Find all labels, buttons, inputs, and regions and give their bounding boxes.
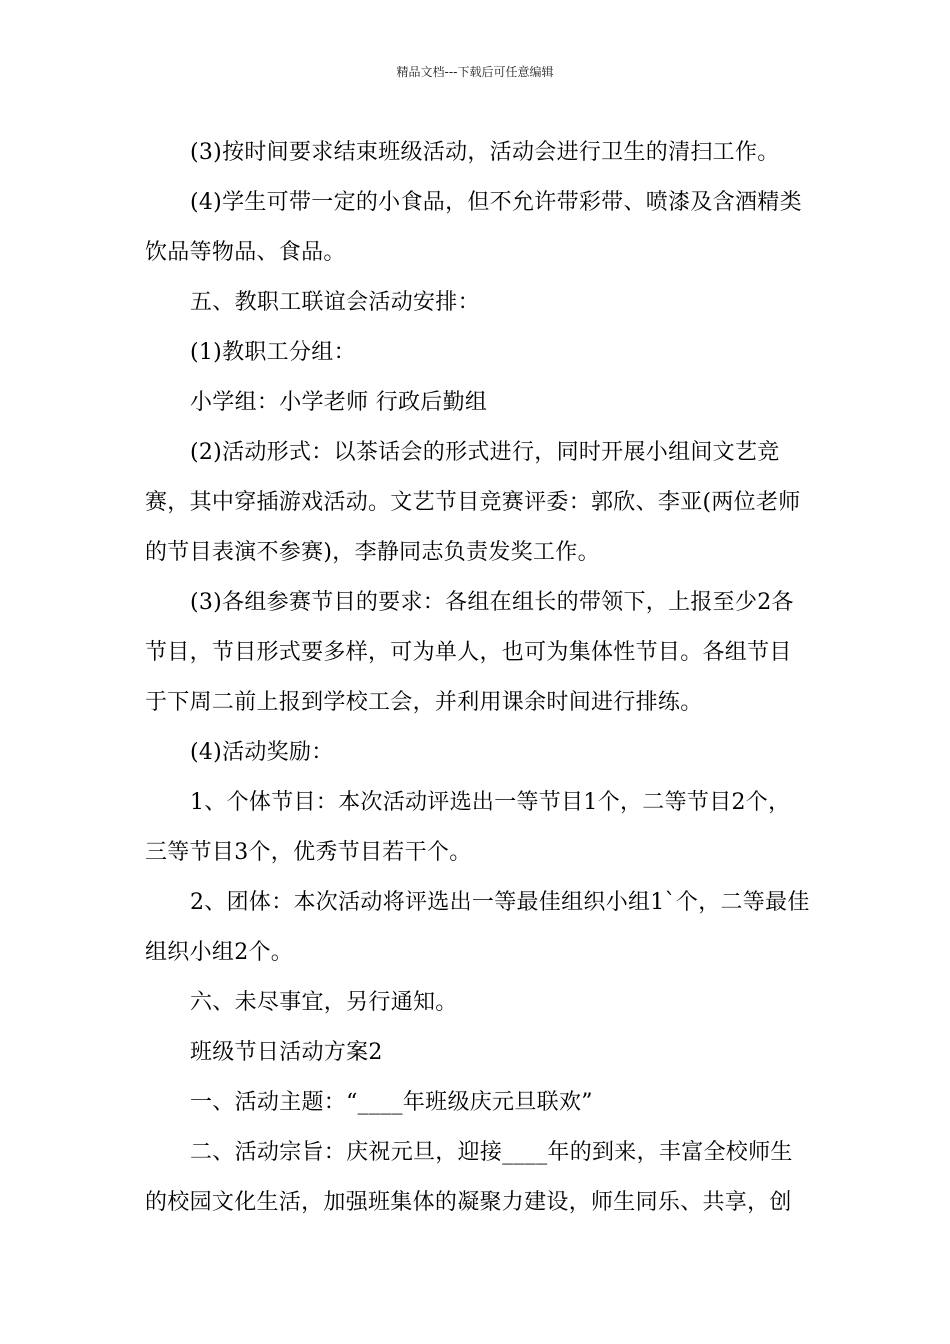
paragraph-cleanup: (3)按时间要求结束班级活动，活动会进行卫生的清扫工作。 <box>190 140 780 165</box>
paragraph-awards: (4)活动奖励： <box>190 740 334 765</box>
paragraph-other-matters: 六、未尽事宜，另行通知。 <box>190 990 458 1015</box>
paragraph-activity-format: (2)活动形式：以茶话会的形式进行，同时开展小组间文艺竞赛，其中穿插游戏活动。文艺节目竞赛评委：郭欣、李亚(两位老师的节目表演不参赛)，李静同志负责发奖工作。 <box>145 440 801 565</box>
section-title-plan-2: 班级节日活动方案2 <box>190 1040 383 1065</box>
paragraph-purpose: 二、活动宗旨：庆祝元旦，迎接____年的到来，丰富全校师生的校园文化生活，加强班集体的凝聚力建设，师生同乐、共享，创 <box>145 1140 793 1215</box>
paragraph-snacks: (4)学生可带一定的小食品，但不允许带彩带、喷漆及含酒精类饮品等物品、食品。 <box>145 190 802 265</box>
page-header: 精品文档---下载后可任意编辑 <box>396 65 554 79</box>
paragraph-group-list: 小学组：小学老师 行政后勤组 <box>190 390 488 415</box>
heading-staff-party: 五、教职工联谊会活动安排： <box>190 290 480 315</box>
paragraph-theme: 一、活动主题：“____年班级庆元旦联欢” <box>190 1090 593 1115</box>
paragraph-program-requirements: (3)各组参赛节目的要求：各组在组长的带领下，上报至少2各节目，节目形式要多样，可为单人，也可为集体性节目。各组节目于下周二前上报到学校工会，并利用课余时间进行排练。 <box>145 590 794 715</box>
paragraph-group-awards: 2、团体：本次活动将评选出一等最佳组织小组1`个，二等最佳组织小组2个。 <box>145 890 810 965</box>
paragraph-staff-groups: (1)教职工分组： <box>190 340 356 365</box>
paragraph-individual-awards: 1、个体节目：本次活动评选出一等节目1个，二等节目2个，三等节目3个，优秀节目若干个。 <box>145 790 791 865</box>
document-body <box>145 128 810 1228</box>
